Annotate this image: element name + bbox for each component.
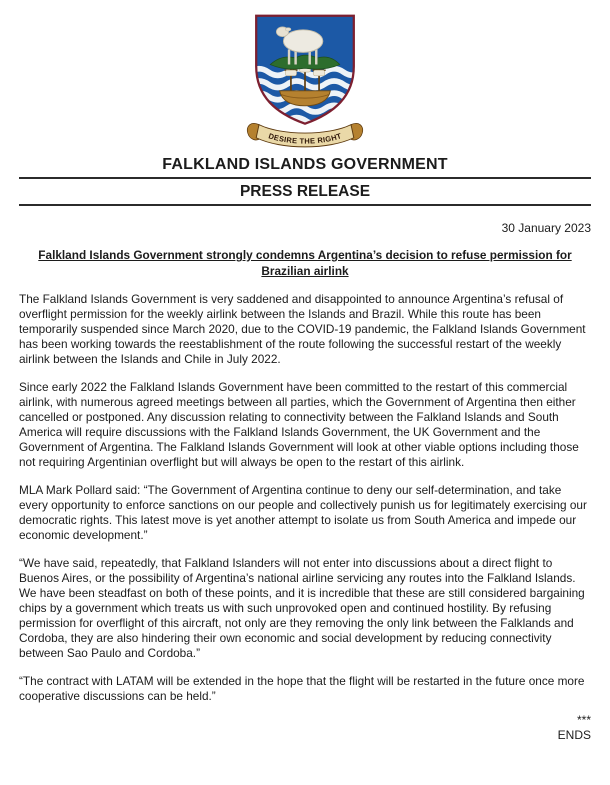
headline: Falkland Islands Government strongly condemns Argentina’s decision to refuse permission for Brazilian airlink: [38, 248, 572, 278]
motto-text: DESIRE THE RIGHT: [267, 131, 343, 146]
paragraph-2: Since early 2022 the Falkland Islands Government have been committed to the restart of this commercial airlink, with numerous agreed meetings between all parties, which the Government of Argentina then either cancelled or postponed. Any discussion relating to connectivity between the Falkland Islands and South America will require discussions with the Falkland Islands Government, the UK Government and the Government of Argentina. The Falkland Islands Government will look at other viable options including those not requiring Argentinian overflight but will always be open to the restart of this airlink.: [19, 380, 579, 469]
divider-line-bottom: [19, 204, 591, 206]
paragraph-1: The Falkland Islands Government is very saddened and disappointed to announce Argentina’s refusal of overflight permission for the weekly airlink between the Islands and Brazil. While this route has been temporarily suspended since March 2020, due to the COVID-19 pandemic, the Falkland Islands Government has been working towards the reestablishment of the route following the successful restart of the weekly airlink between the Islands and Chile in July 2022.: [19, 292, 586, 366]
falkland-islands-coat-of-arms: [244, 10, 366, 151]
motto-ribbon: [247, 123, 362, 146]
coat-of-arms-graphic: [244, 10, 366, 151]
doc-type-title: PRESS RELEASE: [239, 183, 371, 200]
divider-line-top: [19, 177, 591, 179]
paragraph-4: “We have said, repeatedly, that Falkland Islanders will not enter into discussions about a direct flight to Buenos Aires, or the possibility of Argentina’s national airline servicing any routes into the Falkland Islands. We have been steadfast on both of these points, and it is incredible that these are still considered bargaining chips by a government which treats us with such unprovoked open and continued hostility. By refusing permission for overflight of this aircraft, not only are they removing the only link between the Falklands and Cordoba, they are also hindering their own economic and social development by reducing connectivity between Sao Paulo and Cordoba.”: [19, 556, 585, 660]
paragraph-3: MLA Mark Pollard said: “The Government of Argentina continue to deny our self-determination, and take every opportunity to enforce sanctions on our people and collectively punish us for legitimately exercising our democratic rights. This latest move is yet another attempt to isolate us from South America and impede our economic development.”: [19, 483, 587, 542]
footer-ends: ENDS: [557, 728, 591, 742]
footer: [19, 713, 591, 742]
org-title: FALKLAND ISLANDS GOVERNMENT: [162, 156, 448, 173]
footer-separator: ***: [576, 713, 591, 727]
paragraph-5: “The contract with LATAM will be extended in the hope that the flight will be restarted in the future once more cooperative discussions can be held.”: [19, 674, 585, 703]
release-date: 30 January 2023: [501, 221, 591, 235]
